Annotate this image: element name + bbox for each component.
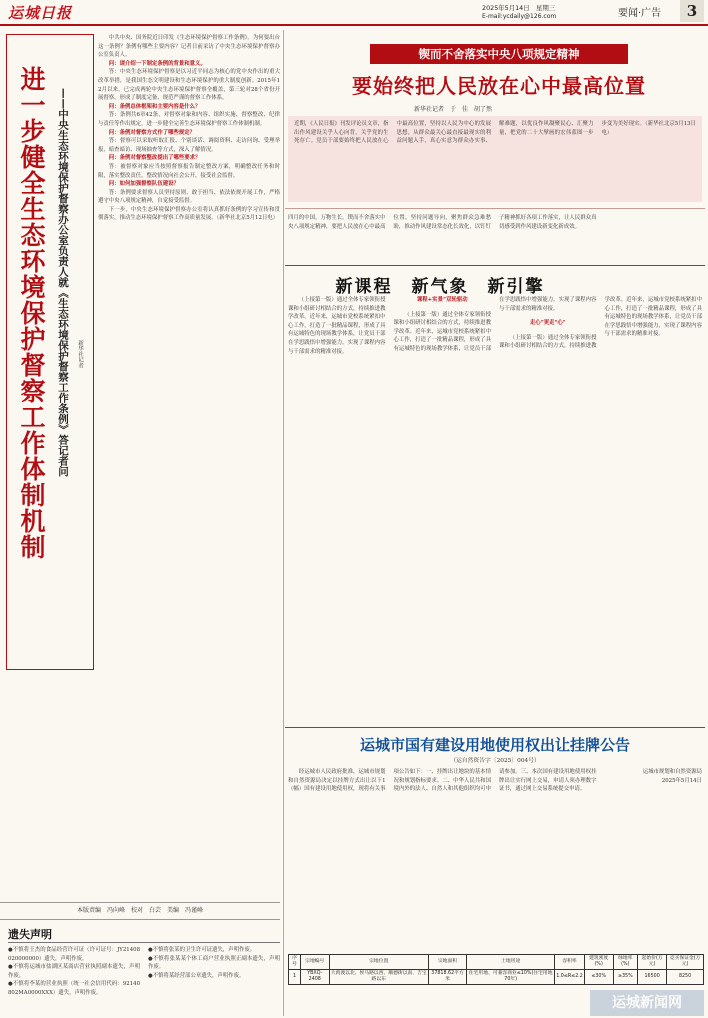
auction-signature: 运城市规划和自然资源局 — [642, 769, 702, 775]
section-label: 要闻·广告 — [618, 8, 662, 19]
paragraph: （上接第一版）通过全体专家领衔授课和小组研讨相结合的方式，持续推进教学改革。近年来，运城市党校系统紧扣中心工作，打造了一批精品课程，形成了具有运城特色的现场教学体系，让党员干部在学思践悟中增强能力，实现了课程内容与干部需求的精准对接。 — [499, 297, 702, 350]
subheading: 走心“更走"心" — [529, 320, 566, 327]
subheading: 课程+实景“双轮驱动 — [416, 297, 468, 303]
site-watermark: 运城新闻网 — [590, 990, 704, 1016]
issue-date: 2025年5月14日 星期三 — [482, 4, 556, 12]
table-header-cell: 绿地率(%) — [613, 955, 638, 970]
table-header-cell: 宗地面积 — [428, 955, 466, 970]
paragraph: 答：中央生态环境保护督察是以习近平同志为核心的党中央作出的重大改革举措，是我国生态文明建设和生态环境保护的重大制度创新。2015年12月以来，已完成两轮中央生态环境保护督察全覆盖，第三轮对28个省份开展督察，形成了制度完备、规范严谨的督察工作体系。 — [98, 69, 280, 102]
table-header-cell: 宗地位置 — [329, 955, 428, 970]
table-header-cell: 起始价(万元) — [638, 955, 667, 970]
table-cell: ≥35% — [613, 970, 638, 985]
notice-item: ●不慎将张某的卫生许可证遗失，声明作废。 — [148, 947, 256, 953]
masthead — [0, 0, 708, 24]
auction-date: 2025年5月14日 — [661, 777, 702, 784]
question: 问：请介绍一下制定条例的背景和意义。 — [108, 60, 206, 67]
auction-number: （运自然资告字〔2025〕004号） — [450, 758, 540, 764]
page-number: 3 — [680, 0, 704, 22]
table-header-cell: 序号 — [289, 955, 301, 970]
feature-intro-box — [288, 116, 702, 202]
table-header-cell: 竞买保证金(万元) — [667, 955, 704, 970]
notice-item: ●不慎将张某某个体工商户营业执照正副本遗失，声明作废。 — [148, 955, 280, 971]
table-header-cell: 宗地编号 — [300, 955, 329, 970]
divider — [8, 942, 280, 943]
table-cell: 住宅用地、可兼容商业≤10%(住宅用地70年) — [467, 970, 555, 985]
question: 问：条例对督察整改提出了哪些要求？ — [108, 155, 201, 162]
feature-byline: 新华社记者 于 佳 胡了然 — [414, 106, 493, 113]
divider — [285, 265, 705, 266]
lead-subheadline: ——中央生态环境保护督察办公室负责人就《生态环境保护督察工作条例》答记者问 — [57, 88, 69, 477]
kicker-banner: 锲而不舍落实中央八项规定精神 — [370, 44, 628, 64]
auction-table — [288, 954, 704, 985]
feature-headline: 要始终把人民放在心中最高位置 — [352, 74, 646, 98]
paragraph: 中共中央、国务院近日印发《生态环境保护督察工作条例》。为何要出台这一条例？条例有哪些主要内容？记者日前采访了中央生态环境保护督察办公室负责人。 — [98, 35, 280, 59]
question: 问：条例对督察方式作了哪些规定？ — [108, 129, 196, 136]
table-cell: 16500 — [638, 970, 667, 985]
paragraph: 答：条例共6章42条，对督察对象和内容、组织实施、督察整改、纪律与责任等作出规定，进一步健全完善生态环境保护督察工作体制机制。 — [98, 112, 280, 127]
table-cell: YBXQ-2408 — [300, 970, 329, 985]
lead-headline: 进一步健全生态环境保护督察工作体制机制 — [17, 66, 46, 560]
auction-title: 运城市国有建设用地使用权出让挂牌公告 — [359, 736, 630, 754]
table-header-row — [289, 955, 704, 970]
feature-intro: 近期，《人民日报》刊发评论员文章，指出作风建设关乎人心向背，关乎党的生死存亡。党员干部要始终把人民放在心中最高位置，坚持以人民为中心的发展思想，从群众最关心最直接最现实的利益问题入手，真心实意为群众办实事、解难题，以优良作风凝聚民心、汇聚力量，把党的二十大擘画的宏伟蓝图一步步变为美好现实。（新华社北京5月13日电） — [294, 121, 696, 145]
notice-item: ●不慎将运城市盐湖区某商店营业执照副本遗失，声明作废。 — [8, 964, 140, 979]
paragraph: 经运城市人民政府批准，运城市规划和自然资源局决定以挂牌方式出让以下1（幅）国有建设用地使用权，现将有关事项公告如下：一、挂牌出让地块的基本情况和规划指标要求。二、中华人民共和国境内外的法人、自然人和其他组织均可申请参加。三、本次国有建设用地使用权挂牌出让实行网上交易，申请人须办理数字证书，通过网上交易系统提交申请。 — [288, 769, 597, 793]
question: 问：如何加强督察队伍建设？ — [108, 181, 179, 188]
table-row — [289, 970, 704, 985]
contact-email: E-mail:ycdaily@126.com — [482, 13, 557, 20]
question: 问：条例总体框架和主要内容是什么？ — [108, 103, 201, 110]
notice-item: ●不慎将李某的营业执照（统一社会信用代码：92140802MA0000XXX）遗失，声明作废。 — [8, 981, 140, 996]
table-header-cell: 土地用途 — [467, 955, 555, 970]
divider — [285, 208, 705, 209]
paragraph: （上接第一版）通过全体专家领衔授课和小组研讨相结合的方式，持续推进教学改革。近年来，运城市党校系统紧扣中心工作，打造了一批精品课程，形成了具有运城特色的现场教学体系，让党员干部在学思践悟中增强能力，实现了课程内容与干部需求的精准对接。 — [288, 297, 386, 355]
paragraph: 答：督察可以采取听取汇报、个别谈话、调阅资料、走访问询、受理举报、暗查暗访、现场抽查等方式，深入了解情况。 — [98, 138, 280, 153]
section2-headline: 新课程 新气象 新引擎 — [335, 277, 545, 297]
table-header-cell: 容积率 — [555, 955, 585, 970]
auction-body — [288, 768, 702, 948]
table-cell: 1.0≤R≤2.2 — [555, 970, 585, 985]
notice-item: ●不慎将某经营部公章遗失，声明作废。 — [148, 972, 245, 979]
notices-list — [8, 946, 280, 1014]
table-cell: 37818.62平方米 — [428, 970, 466, 985]
newspaper-logo: 运城日报 — [8, 4, 73, 22]
table-header-cell: 建筑密度(%) — [584, 955, 613, 970]
paragraph: 下一步，中央生态环境保护督察办公室将认真抓好条例的学习宣传和贯彻落实，推动生态环境保护督察工作高质量发展。（新华社北京5月12日电） — [98, 206, 280, 222]
lead-article-body — [98, 34, 280, 896]
lead-byline: 新华社记者 — [77, 340, 83, 368]
header-rule — [0, 24, 708, 26]
staff-credits: 本版责编 冯向峰 校对 白芸 美编 冯谨峰 — [0, 902, 280, 920]
table-cell: 8250 — [667, 970, 704, 985]
paragraph: 答：条例要求督察人员坚持原则、敢于担当、依法依规开展工作，严格遵守中央八项规定精神，自觉接受监督。 — [98, 189, 280, 205]
notice-item: ●不慎将王杰的食品经营许可证（许可证号：JY21408020000000）遗失，声明作废。 — [8, 947, 140, 962]
notices-title: 遗失声明 — [8, 928, 52, 941]
paragraph: 答：被督察对象应当按照督察报告制定整改方案，明确整改任务和时限，落实整改责任，整改情况向社会公开，接受社会监督。 — [98, 163, 280, 179]
column-divider — [283, 30, 284, 1016]
table-cell: 1 — [289, 970, 301, 985]
divider — [285, 727, 705, 728]
feature-body: 四月的中国，万物生长。锲而不舍落实中央八项规定精神，要把人民放在心中最高位置，坚持问题导向，聚焦群众急难愁盼，推动作风建设常态化长效化，以钉钉子精神抓好各项工作落实，让人民群众真切感受到作风建设新变化新成效。 — [288, 215, 597, 230]
section2-body — [288, 296, 702, 720]
table-cell: 大禹渡以北、侯马路以西、顺德街以南、吉宝路以东 — [329, 970, 428, 985]
table-cell: ≤30% — [584, 970, 613, 985]
paragraph: （上接第一版）通过全体专家领衔授课和小组研讨相结合的方式，持续推进教学改革。近年来，运城市党校系统紧扣中心工作，打造了一批精品课程，形成了具有运城特色的现场教学体系，让党员干部在学思践悟中增强能力，实现了课程内容与干部需求的精准对接。 — [393, 297, 597, 352]
